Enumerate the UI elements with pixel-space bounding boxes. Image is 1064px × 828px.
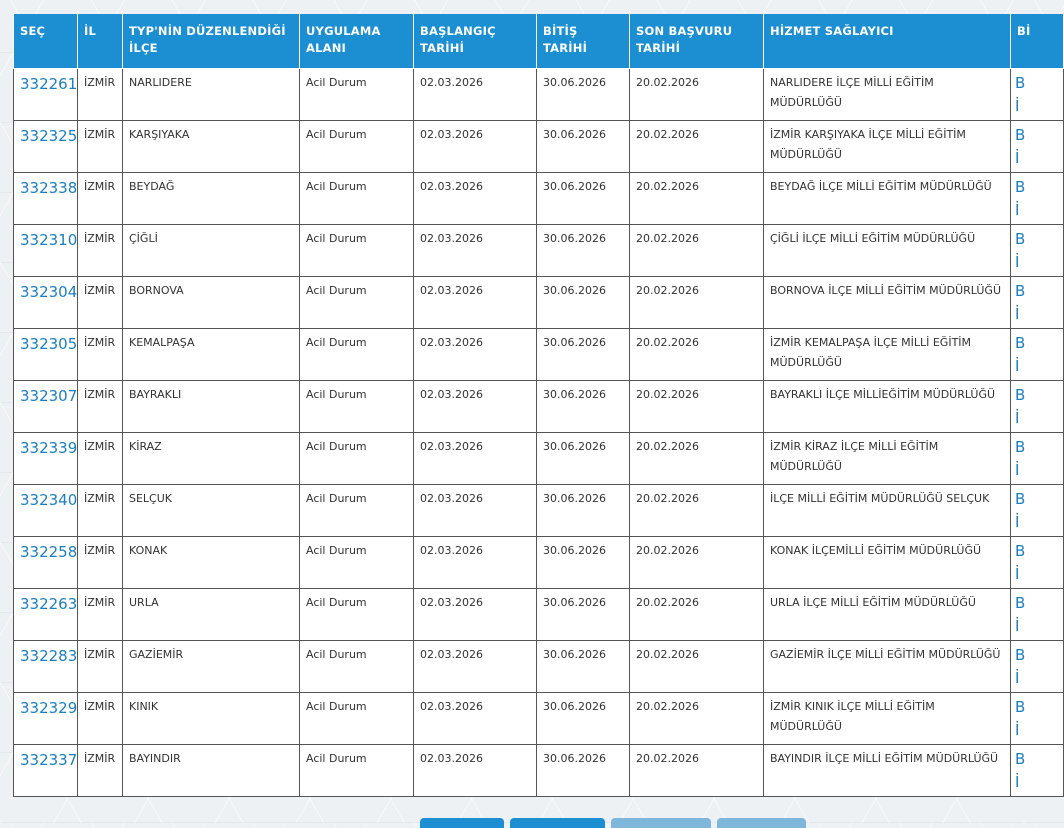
table-header-row [14,14,1064,68]
cell-uygulama-alani: Acil Durum [300,380,414,432]
truncated-text-line-1: B [1015,281,1026,300]
cell-il: İZMİR [78,692,123,744]
cell-ilce: ÇİĞLİ [123,224,300,276]
cell-hizmet-saglayici: NARLIDERE İLÇE MİLLİ EĞİTİM MÜDÜRLÜĞÜ [764,68,1011,120]
table-row[interactable] [14,120,1064,172]
cell-bitis-tarihi: 30.06.2026 [537,536,630,588]
cell-il: İZMİR [78,380,123,432]
cell-bitis-tarihi: 30.06.2026 [537,120,630,172]
cell-truncated-link[interactable] [1011,120,1064,172]
cell-hizmet-saglayici: İZMİR KARŞIYAKA İLÇE MİLLİ EĞİTİM MÜDÜRLÜĞÜ [764,120,1011,172]
cell-ilce: BEYDAĞ [123,172,300,224]
cell-bitis-tarihi: 30.06.2026 [537,640,630,692]
cell-baslangic-tarihi: 02.03.2026 [414,692,537,744]
truncated-text-line-1: B [1015,645,1026,664]
pager-button-1[interactable] [420,818,504,828]
cell-il: İZMİR [78,484,123,536]
cell-son-basvuru-tarihi: 20.02.2026 [630,692,764,744]
cell-id [14,276,78,328]
cell-uygulama-alani: Acil Durum [300,640,414,692]
select-row-link[interactable]: 332307 [20,386,78,405]
pager-button-4[interactable] [717,818,806,828]
cell-id [14,640,78,692]
cell-truncated-link[interactable] [1011,588,1064,640]
cell-baslangic-tarihi: 02.03.2026 [414,484,537,536]
cell-bitis-tarihi: 30.06.2026 [537,588,630,640]
cell-ilce: KINIK [123,692,300,744]
truncated-text-line-1: B [1015,177,1026,196]
truncated-text-line-1: B [1015,437,1026,456]
select-row-link[interactable]: 332304 [20,282,78,301]
cell-uygulama-alani: Acil Durum [300,432,414,484]
header-il[interactable]: İL [78,14,123,68]
cell-id [14,380,78,432]
cell-baslangic-tarihi: 02.03.2026 [414,224,537,276]
truncated-text-line-1: B [1015,697,1026,716]
cell-ilce: KONAK [123,536,300,588]
cell-ilce: NARLIDERE [123,68,300,120]
cell-son-basvuru-tarihi: 20.02.2026 [630,120,764,172]
cell-ilce: KEMALPAŞA [123,328,300,380]
truncated-text-line-1: B [1015,541,1026,560]
cell-baslangic-tarihi: 02.03.2026 [414,120,537,172]
cell-son-basvuru-tarihi: 20.02.2026 [630,484,764,536]
table-row[interactable] [14,380,1064,432]
cell-il: İZMİR [78,276,123,328]
cell-uygulama-alani: Acil Durum [300,536,414,588]
truncated-text-line-2: İ [1015,408,1020,427]
table-row[interactable] [14,172,1064,224]
cell-bitis-tarihi: 30.06.2026 [537,484,630,536]
cell-truncated-link[interactable] [1011,276,1064,328]
cell-il: İZMİR [78,172,123,224]
select-row-link[interactable]: 332258 [20,542,78,561]
select-row-link[interactable]: 332263 [20,594,78,613]
cell-uygulama-alani: Acil Durum [300,588,414,640]
cell-bitis-tarihi: 30.06.2026 [537,380,630,432]
cell-id [14,328,78,380]
header-sec[interactable]: SEÇ [14,14,78,68]
cell-il: İZMİR [78,432,123,484]
select-row-link[interactable]: 332340 [20,490,78,509]
cell-baslangic-tarihi: 02.03.2026 [414,380,537,432]
cell-uygulama-alani: Acil Durum [300,224,414,276]
truncated-text-line-1: B [1015,229,1026,248]
truncated-text-line-2: İ [1015,460,1020,479]
table-row[interactable] [14,68,1064,120]
cell-son-basvuru-tarihi: 20.02.2026 [630,744,764,796]
cell-hizmet-saglayici: URLA İLÇE MİLLİ EĞİTİM MÜDÜRLÜĞÜ [764,588,1011,640]
pagination-bar [0,818,1024,823]
cell-bitis-tarihi: 30.06.2026 [537,328,630,380]
cell-uygulama-alani: Acil Durum [300,692,414,744]
cell-bitis-tarihi: 30.06.2026 [537,276,630,328]
cell-truncated-link[interactable] [1011,380,1064,432]
table-row[interactable] [14,276,1064,328]
table-row[interactable] [14,692,1064,744]
cell-truncated-link[interactable] [1011,744,1064,796]
cell-hizmet-saglayici: BORNOVA İLÇE MİLLİ EĞİTİM MÜDÜRLÜĞÜ [764,276,1011,328]
cell-ilce: URLA [123,588,300,640]
table-row[interactable] [14,744,1064,796]
header-bitis-tarihi[interactable]: BİTİŞ TARİHİ [537,14,630,68]
truncated-text-line-1: B [1015,385,1026,404]
cell-hizmet-saglayici: BAYINDIR İLÇE MİLLİ EĞİTİM MÜDÜRLÜĞÜ [764,744,1011,796]
cell-id [14,172,78,224]
cell-son-basvuru-tarihi: 20.02.2026 [630,536,764,588]
cell-son-basvuru-tarihi: 20.02.2026 [630,640,764,692]
cell-son-basvuru-tarihi: 20.02.2026 [630,224,764,276]
truncated-text-line-1: B [1015,749,1026,768]
cell-son-basvuru-tarihi: 20.02.2026 [630,588,764,640]
cell-son-basvuru-tarihi: 20.02.2026 [630,172,764,224]
cell-baslangic-tarihi: 02.03.2026 [414,276,537,328]
truncated-text-line-2: İ [1015,148,1020,167]
cell-truncated-link[interactable] [1011,68,1064,120]
cell-truncated-link[interactable] [1011,692,1064,744]
cell-id [14,432,78,484]
cell-truncated-link[interactable] [1011,224,1064,276]
cell-baslangic-tarihi: 02.03.2026 [414,328,537,380]
truncated-text-line-2: İ [1015,512,1020,531]
cell-truncated-link[interactable] [1011,640,1064,692]
cell-hizmet-saglayici: ÇİĞLİ İLÇE MİLLİ EĞİTİM MÜDÜRLÜĞÜ [764,224,1011,276]
cell-ilce: KİRAZ [123,432,300,484]
select-row-link[interactable]: 332305 [20,334,78,353]
cell-son-basvuru-tarihi: 20.02.2026 [630,432,764,484]
truncated-text-line-2: İ [1015,356,1020,375]
table-row[interactable] [14,484,1064,536]
truncated-text-line-1: B [1015,333,1026,352]
cell-id [14,68,78,120]
cell-bitis-tarihi: 30.06.2026 [537,744,630,796]
cell-ilce: BORNOVA [123,276,300,328]
cell-id [14,744,78,796]
header-uygulama-alani[interactable]: UYGULAMA ALANI [300,14,414,68]
cell-baslangic-tarihi: 02.03.2026 [414,432,537,484]
truncated-text-line-2: İ [1015,252,1020,271]
cell-truncated-link[interactable] [1011,484,1064,536]
header-baslangic-tarihi[interactable]: BAŞLANGIÇ TARİHİ [414,14,537,68]
cell-baslangic-tarihi: 02.03.2026 [414,744,537,796]
cell-uygulama-alani: Acil Durum [300,172,414,224]
cell-ilce: KARŞIYAKA [123,120,300,172]
cell-truncated-link[interactable] [1011,432,1064,484]
cell-uygulama-alani: Acil Durum [300,484,414,536]
cell-hizmet-saglayici: İLÇE MİLLİ EĞİTİM MÜDÜRLÜĞÜ SELÇUK [764,484,1011,536]
table-body [14,68,1064,796]
truncated-text-line-1: B [1015,489,1026,508]
truncated-text-line-2: İ [1015,564,1020,583]
cell-bitis-tarihi: 30.06.2026 [537,172,630,224]
cell-il: İZMİR [78,120,123,172]
cell-il: İZMİR [78,588,123,640]
select-row-link[interactable]: 332325 [20,126,78,145]
truncated-text-line-1: B [1015,73,1026,92]
table-row[interactable] [14,224,1064,276]
cell-ilce: SELÇUK [123,484,300,536]
table-row[interactable] [14,640,1064,692]
cell-baslangic-tarihi: 02.03.2026 [414,68,537,120]
cell-bitis-tarihi: 30.06.2026 [537,692,630,744]
header-hizmet-saglayici[interactable]: HİZMET SAĞLAYICI [764,14,1011,68]
select-row-link[interactable]: 332329 [20,698,78,717]
cell-il: İZMİR [78,640,123,692]
cell-son-basvuru-tarihi: 20.02.2026 [630,380,764,432]
truncated-text-line-2: İ [1015,720,1020,739]
cell-id [14,224,78,276]
select-row-link[interactable]: 332338 [20,178,78,197]
table-row[interactable] [14,536,1064,588]
cell-hizmet-saglayici: İZMİR KINIK İLÇE MİLLİ EĞİTİM MÜDÜRLÜĞÜ [764,692,1011,744]
cell-il: İZMİR [78,224,123,276]
cell-bitis-tarihi: 30.06.2026 [537,68,630,120]
cell-id [14,484,78,536]
cell-il: İZMİR [78,536,123,588]
cell-baslangic-tarihi: 02.03.2026 [414,172,537,224]
cell-id [14,588,78,640]
cell-uygulama-alani: Acil Durum [300,276,414,328]
cell-id [14,692,78,744]
cell-ilce: BAYRAKLI [123,380,300,432]
cell-son-basvuru-tarihi: 20.02.2026 [630,68,764,120]
cell-hizmet-saglayici: BAYRAKLI İLÇE MİLLİEĞİTİM MÜDÜRLÜĞÜ [764,380,1011,432]
table-row[interactable] [14,588,1064,640]
cell-truncated-link[interactable] [1011,328,1064,380]
select-row-link[interactable]: 332339 [20,438,78,457]
select-row-link[interactable]: 332337 [20,750,78,769]
cell-truncated-link[interactable] [1011,536,1064,588]
truncated-text-line-1: B [1015,125,1026,144]
cell-il: İZMİR [78,744,123,796]
pager-button-2[interactable] [510,818,605,828]
table-row[interactable] [14,328,1064,380]
cell-uygulama-alani: Acil Durum [300,328,414,380]
header-ilce[interactable]: TYP'NİN DÜZENLENDİĞİ İLÇE [123,14,300,68]
cell-truncated-link[interactable] [1011,172,1064,224]
cell-bitis-tarihi: 30.06.2026 [537,224,630,276]
cell-son-basvuru-tarihi: 20.02.2026 [630,276,764,328]
results-table [13,14,1064,797]
truncated-text-line-2: İ [1015,96,1020,115]
truncated-text-line-1: B [1015,593,1026,612]
cell-hizmet-saglayici: İZMİR KİRAZ İLÇE MİLLİ EĞİTİM MÜDÜRLÜĞÜ [764,432,1011,484]
select-row-link[interactable]: 332283 [20,646,78,665]
pager-button-3[interactable] [611,818,711,828]
truncated-text-line-2: İ [1015,200,1020,219]
cell-uygulama-alani: Acil Durum [300,120,414,172]
cell-uygulama-alani: Acil Durum [300,68,414,120]
cell-son-basvuru-tarihi: 20.02.2026 [630,328,764,380]
select-row-link[interactable]: 332261 [20,74,78,93]
cell-baslangic-tarihi: 02.03.2026 [414,588,537,640]
cell-bitis-tarihi: 30.06.2026 [537,432,630,484]
cell-ilce: GAZİEMİR [123,640,300,692]
cell-id [14,120,78,172]
cell-uygulama-alani: Acil Durum [300,744,414,796]
select-row-link[interactable]: 332310 [20,230,78,249]
cell-il: İZMİR [78,68,123,120]
truncated-text-line-2: İ [1015,616,1020,635]
cell-ilce: BAYINDIR [123,744,300,796]
cell-id [14,536,78,588]
truncated-text-line-2: İ [1015,668,1020,687]
header-son-basvuru-tarihi[interactable]: SON BAŞVURU TARİHİ [630,14,764,68]
results-table-container [13,14,1043,804]
table-row[interactable] [14,432,1064,484]
truncated-text-line-2: İ [1015,304,1020,323]
cell-il: İZMİR [78,328,123,380]
header-truncated[interactable]: Bİ [1011,14,1064,68]
cell-hizmet-saglayici: KONAK İLÇEMİLLİ EĞİTİM MÜDÜRLÜĞÜ [764,536,1011,588]
cell-baslangic-tarihi: 02.03.2026 [414,640,537,692]
truncated-text-line-2: İ [1015,772,1020,791]
cell-hizmet-saglayici: GAZİEMİR İLÇE MİLLİ EĞİTİM MÜDÜRLÜĞÜ [764,640,1011,692]
cell-hizmet-saglayici: İZMİR KEMALPAŞA İLÇE MİLLİ EĞİTİM MÜDÜRLÜĞÜ [764,328,1011,380]
cell-baslangic-tarihi: 02.03.2026 [414,536,537,588]
cell-hizmet-saglayici: BEYDAĞ İLÇE MİLLİ EĞİTİM MÜDÜRLÜĞÜ [764,172,1011,224]
